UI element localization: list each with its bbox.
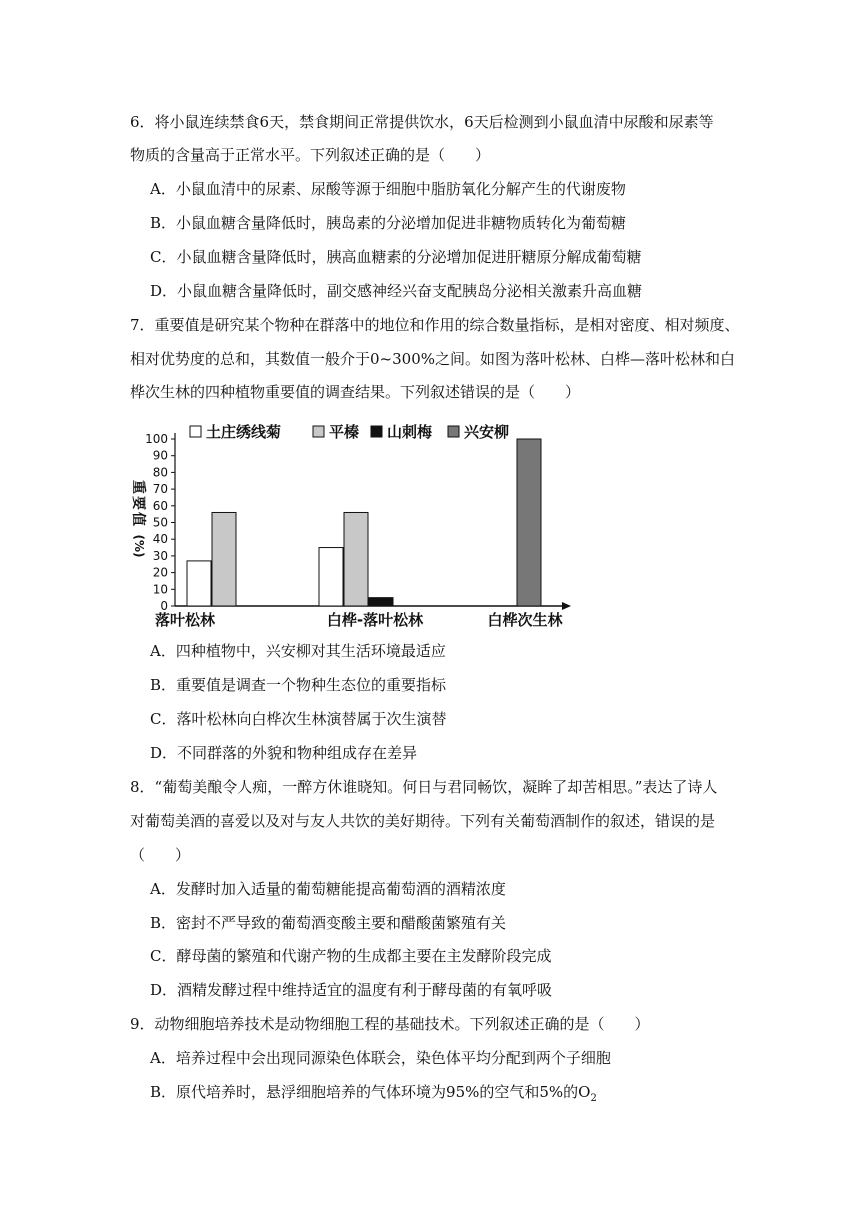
q7-stem-line1: 7．重要值是研究某个物种在群落中的地位和作用的综合数量指标，是相对密度、相对频度、 xyxy=(130,316,740,334)
legend-swatch xyxy=(313,426,324,437)
bar xyxy=(187,561,211,606)
q8-stem-line3: （ ） xyxy=(130,846,191,864)
q7-option-d: D．不同群落的外貌和物种组成存在差异 xyxy=(150,744,418,762)
q8-option-a: A．发酵时加入适量的葡萄糖能提高葡萄酒的酒精浓度 xyxy=(150,880,506,898)
q8-stem-line2: 对葡萄美酒的喜爱以及对与友人共饮的美好期待。下列有关葡萄酒制作的叙述，错误的是 xyxy=(130,812,716,830)
x-category-label: 落叶松林 xyxy=(154,611,216,629)
y-tick-label: 70 xyxy=(152,482,168,497)
legend-label: 土庄绣线菊 xyxy=(206,423,282,441)
bar xyxy=(369,598,393,606)
y-axis-label-char: 重 xyxy=(130,480,146,494)
legend-label: 兴安柳 xyxy=(464,423,510,441)
q8-option-d: D．酒精发酵过程中维持适宜的温度有利于酵母菌的有氧呼吸 xyxy=(150,981,553,999)
bar xyxy=(212,512,236,606)
q6-option-b: B．小鼠血糖含量降低时，胰岛素的分泌增加促进非糖物质转化为葡萄糖 xyxy=(150,214,627,232)
legend-swatch xyxy=(371,426,382,437)
legend-swatch xyxy=(448,426,459,437)
importance-value-chart xyxy=(125,408,575,633)
q9-stem: 9．动物细胞培养技术是动物细胞工程的基础技术。下列叙述正确的是（ ） xyxy=(130,1015,650,1033)
q6-option-d: D．小鼠血糖含量降低时，副交感神经兴奋支配胰岛分泌相关激素升高血糖 xyxy=(150,282,643,300)
x-category-label: 白桦-落叶松林 xyxy=(326,611,424,629)
q9-option-b-text: B．原代培养时，悬浮细胞培养的气体环境为95%的空气和5%的O xyxy=(150,1083,591,1101)
y-axis-label-unit: (%) xyxy=(132,534,146,558)
chart-svg xyxy=(125,408,575,633)
legend-label: 山刺梅 xyxy=(387,423,433,441)
x-category-label: 白桦次生林 xyxy=(487,611,563,629)
y-tick-label: 90 xyxy=(152,448,168,463)
q9-option-a: A．培养过程中会出现同源染色体联会，染色体平均分配到两个子细胞 xyxy=(150,1049,611,1067)
q9-option-b-subscript: 2 xyxy=(590,1093,597,1104)
q6-stem-line1: 6．将小鼠连续禁食6天，禁食期间正常提供饮水，6天后检测到小鼠血清中尿酸和尿素等 xyxy=(130,113,714,131)
q6-option-c: C．小鼠血糖含量降低时，胰高血糖素的分泌增加促进肝糖原分解成葡萄糖 xyxy=(150,248,642,266)
legend-label: 平榛 xyxy=(329,423,360,441)
legend-swatch xyxy=(190,426,201,437)
y-tick-label: 50 xyxy=(152,515,168,530)
q7-stem-line2: 相对优势度的总和，其数值一般介于0~300%之间。如图为落叶松林、白桦—落叶松林和白 xyxy=(130,350,735,368)
y-tick-label: 40 xyxy=(152,532,168,547)
bar xyxy=(319,548,343,606)
q7-option-b: B．重要值是调查一个物种生态位的重要指标 xyxy=(150,676,447,694)
q9-option-b xyxy=(150,1082,597,1109)
y-tick-label: 60 xyxy=(152,498,168,513)
y-axis-label-char: 要 xyxy=(130,496,146,510)
y-axis-label-char: 值 xyxy=(130,512,146,526)
x-axis-arrow xyxy=(562,602,571,610)
bar xyxy=(344,512,368,606)
bar xyxy=(517,439,541,606)
q7-option-c: C．落叶松林向白桦次生林演替属于次生演替 xyxy=(150,710,447,728)
q8-option-c: C．酵母菌的繁殖和代谢产物的生成都主要在主发酵阶段完成 xyxy=(150,947,552,965)
q8-stem-line1: 8．“葡萄美酿令人痴，一醉方休谁晓知。何日与君同畅饮，凝眸了却苦相思。”表达了诗人 xyxy=(130,778,718,796)
y-tick-label: 30 xyxy=(152,548,168,563)
q6-stem-line2: 物质的含量高于正常水平。下列叙述正确的是（ ） xyxy=(130,146,491,164)
y-tick-label: 20 xyxy=(152,565,168,580)
y-tick-label: 80 xyxy=(152,465,168,480)
y-tick-label: 100 xyxy=(145,432,168,446)
y-tick-label: 0 xyxy=(160,599,168,613)
q8-option-b: B．密封不严导致的葡萄酒变酸主要和醋酸菌繁殖有关 xyxy=(150,914,507,932)
q7-stem-line3: 桦次生林的四种植物重要值的调查结果。下列叙述错误的是（ ） xyxy=(130,383,581,401)
q6-option-a: A．小鼠血清中的尿素、尿酸等源于细胞中脂肪氧化分解产生的代谢废物 xyxy=(150,180,626,198)
y-tick-label: 10 xyxy=(152,582,168,597)
q7-option-a: A．四种植物中，兴安柳对其生活环境最适应 xyxy=(150,642,446,660)
